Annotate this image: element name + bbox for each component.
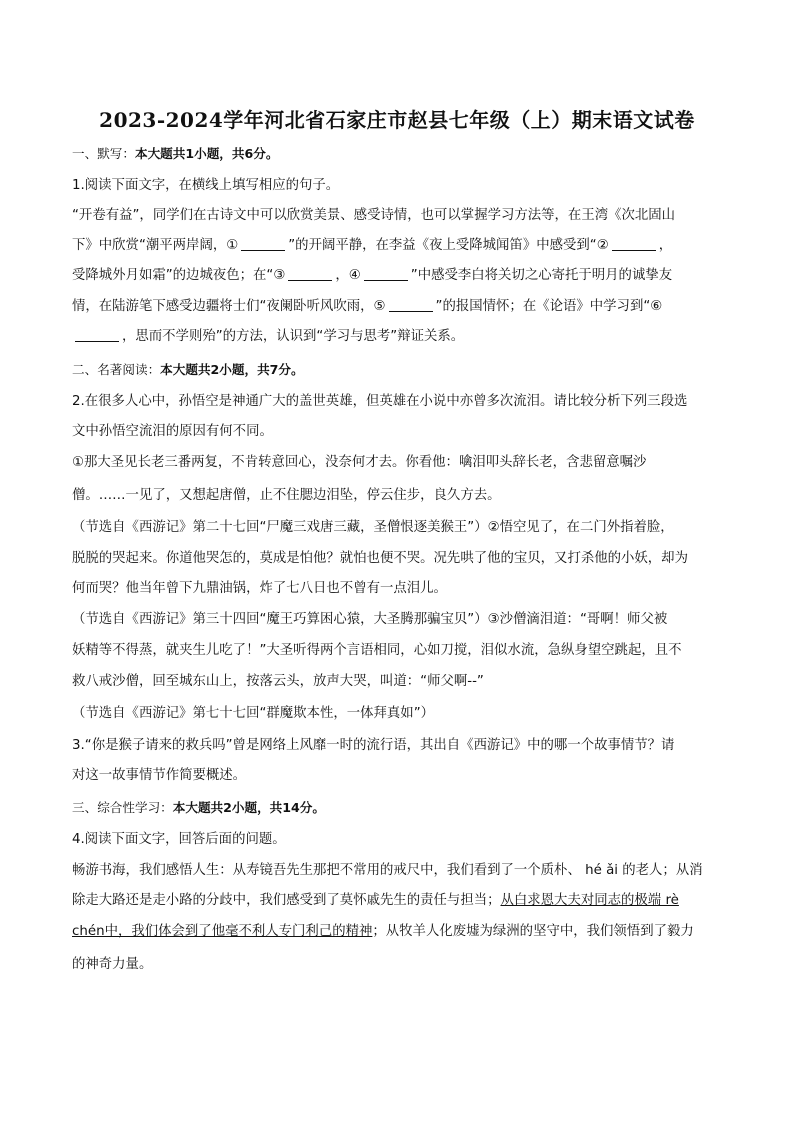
q3-line-2: 对这一故事情节作简要概述。 <box>72 768 247 783</box>
q4-line-3 <box>72 922 732 942</box>
answer-blank-3[interactable] <box>288 266 332 281</box>
q1-line-2-a: 下》中欣赏“潮平两岸阔，① <box>72 238 239 253</box>
q1-line-3-a: 受降城外月如霜”的边城夜色；在“③ <box>72 268 286 283</box>
q1-line-3-b: ，④ <box>335 268 361 283</box>
q4-line-1: 畅游书海，我们感悟人生：从寿镜吾先生那把不常用的戒尺中，我们看到了一个质朴、 hé ǎi 的老人；从消 <box>72 863 703 878</box>
q1-line-4-a: 情，在陆游笔下感受边疆将士们“夜阑卧听风吹雨，⑤ <box>72 299 386 314</box>
q1-line-4 <box>72 297 732 317</box>
section-1-header <box>72 144 732 164</box>
section-3-info: 本大题共2小题，共14分。 <box>172 800 325 815</box>
q2-line-1: 2.在很多人心中，孙悟空是神通广大的盖世英雄，但英雄在小说中亦曾多次流泪。请比较分析下列三段选 <box>72 394 688 409</box>
section-2-prefix: 二、名著阅读： <box>72 362 161 377</box>
q2-line-8: （节选自《西游记》第三十四回“魔王巧算困心猿，大圣腾那骗宝贝”）③沙僧滴泪道：“哥啊！师父被 <box>72 612 668 627</box>
q1-line-4-b: ”的报国情怀；在《论语》中学习到“⑥ <box>435 299 663 314</box>
q4-stem: 4.阅读下面文字，回答后面的问题。 <box>72 832 286 847</box>
page-title: 2023-2024学年河北省石家庄市赵县七年级（上）期末语文试卷 <box>99 108 695 132</box>
answer-blank-2[interactable] <box>612 236 656 251</box>
q2-line-5: （节选自《西游记》第二十七回“尸魔三戏唐三藏，圣僧恨逐美猴王”）②悟空见了，在二门外指着脸， <box>72 520 674 535</box>
answer-blank-6[interactable] <box>75 327 119 342</box>
q2-line-3: ①那大圣见长老三番两复，不肯转意回心，没奈何才去。你看他：噙泪叩头辞长老，含悲留意嘱沙 <box>72 455 647 470</box>
q1-line-2-c: ， <box>658 238 673 253</box>
q4-line-2-a: 除走大路还是走小路的分歧中，我们感受到了莫怀戚先生的责任与担当； <box>72 893 501 908</box>
q2-line-2: 文中孙悟空流泪的原因有何不同。 <box>72 424 273 439</box>
q1-line-2 <box>72 236 732 256</box>
q4-line-4: 的神奇力量。 <box>72 957 153 972</box>
answer-blank-1[interactable] <box>241 236 285 251</box>
section-3-header <box>72 798 732 818</box>
q4-line-3-b: ；从牧羊人化废墟为绿洲的坚守中，我们领悟到了毅力 <box>372 924 694 939</box>
section-1-prefix: 一、默写： <box>72 146 135 161</box>
q2-line-11: （节选自《西游记》第七十七回“群魔欺本性，一体拜真如”） <box>72 706 435 721</box>
section-2-info: 本大题共2小题，共7分。 <box>160 362 304 377</box>
q4-underlined-sentence-part-2: chén中，我们体会到了他毫不利人专门利己的精神 <box>72 924 373 939</box>
section-2-header <box>72 360 732 380</box>
q2-line-7: 何而哭？他当年曾下九鼎油锅，炸了七八日也不曾有一点泪儿。 <box>72 581 447 596</box>
q1-line-3 <box>72 266 732 286</box>
q1-stem: 1.阅读下面文字，在横线上填写相应的句子。 <box>72 178 340 193</box>
q3-line-1: 3.“你是猴子请来的救兵吗”曾是网络上风靡一时的流行语，其出自《西游记》中的哪一个故事情节？请 <box>72 738 675 753</box>
section-1-info: 本大题共1小题，共6分。 <box>134 146 279 161</box>
q2-line-4: 僧。……一见了，又想起唐僧，止不住腮边泪坠，停云住步，良久方去。 <box>72 488 501 503</box>
q2-line-6: 脱脱的哭起来。你道他哭怎的，莫成是怕他？就怕也便不哭。况先哄了他的宝贝，又打杀他的小妖，却为 <box>72 551 688 566</box>
section-3-prefix: 三、综合性学习： <box>72 800 173 815</box>
answer-blank-4[interactable] <box>364 266 408 281</box>
q2-line-10: 救八戒沙僧，回至城东山上，按落云头，放声大哭，叫道：“师父啊--” <box>72 674 484 689</box>
q1-line-1: “开卷有益”，同学们在古诗文中可以欣赏美景、感受诗情，也可以掌握学习方法等，在王湾《次北固山 <box>72 208 676 223</box>
q1-line-3-c: ”中感受李白将关切之心寄托于明月的诚挚友 <box>410 268 673 283</box>
q2-line-9: 妖精等不得蒸，就夹生儿吃了！”大圣听得两个言语相同，心如刀搅，泪似水流，急纵身望空跳起，且不 <box>72 643 682 658</box>
q1-line-5-text: ，思而不学则殆”的方法，认识到“学习与思考”辩证关系。 <box>122 329 465 344</box>
q4-underlined-sentence-part-1: 从白求恩大夫对同志的极端 rè <box>500 893 679 908</box>
q1-line-2-b: ”的开阔平静，在李益《夜上受降城闻笛》中感受到“② <box>288 238 609 253</box>
q1-line-5 <box>72 327 732 347</box>
q4-line-2 <box>72 891 732 911</box>
answer-blank-5[interactable] <box>389 297 433 312</box>
